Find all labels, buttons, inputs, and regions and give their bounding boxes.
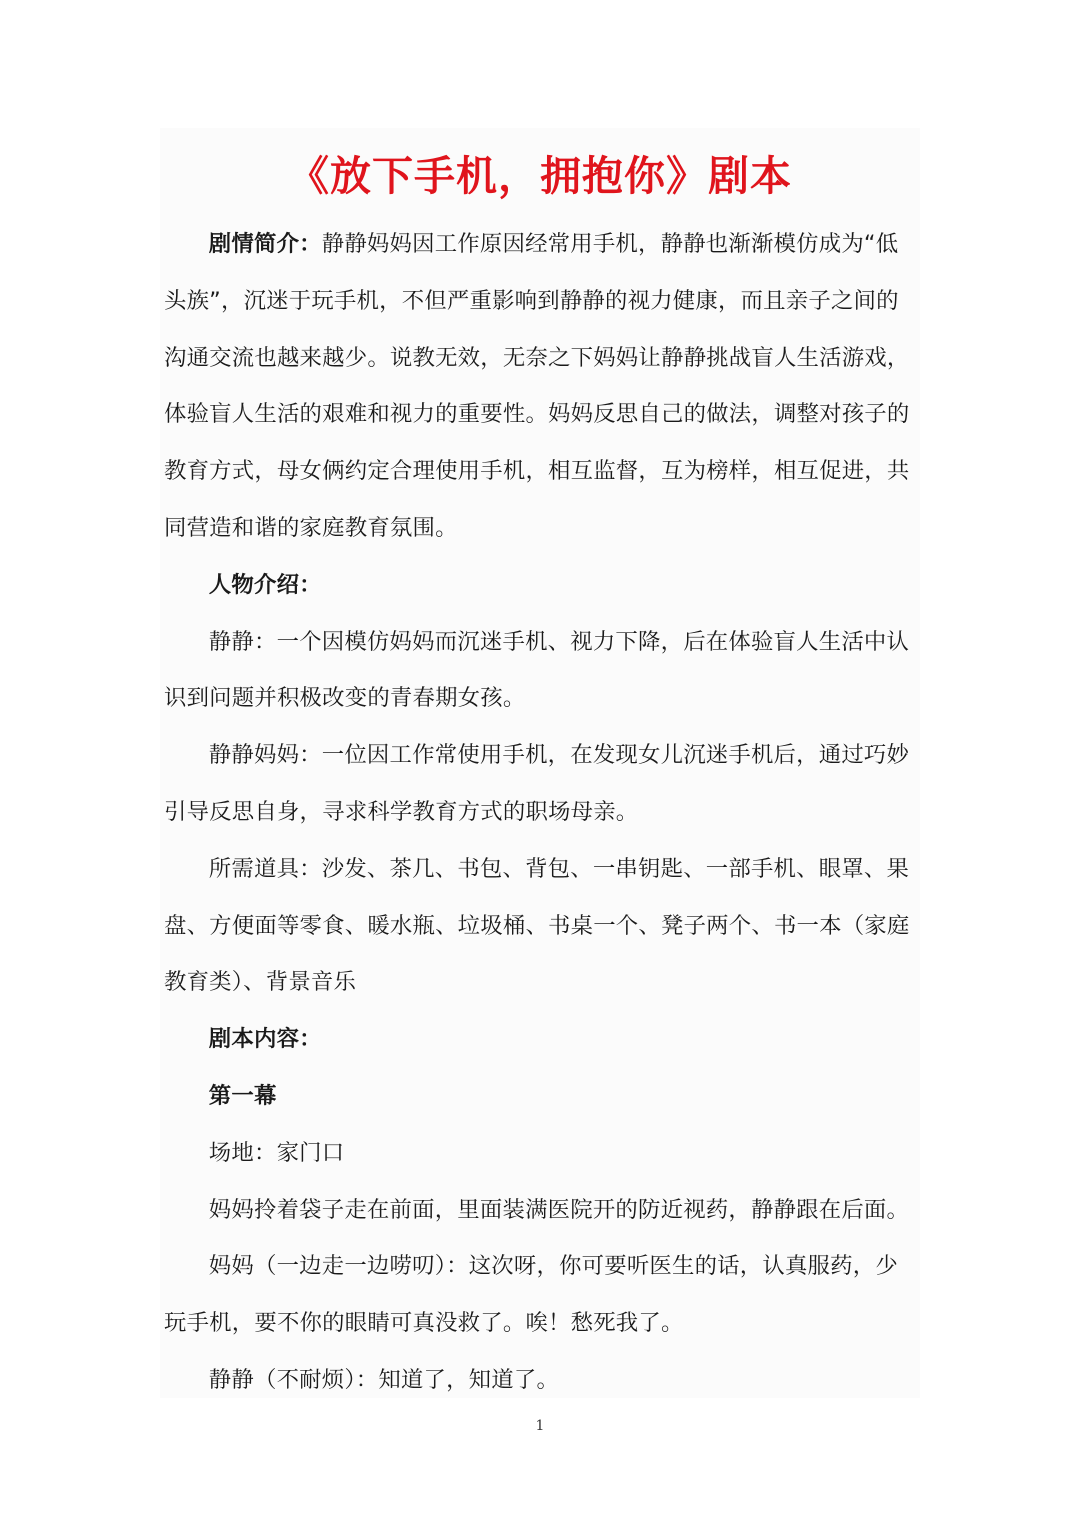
synopsis-text: 静静妈妈因工作原因经常用手机，静静也渐渐模仿成为“低头族”，沉迷于玩手机，不但严重影响到静静的视力健康，而且亲子之间的沟通交流也越来越少。说教无效，无奈之下妈妈让静静挑战盲人生活游戏，体验盲人生活的艰难和视力的重要性。妈妈反思自己的做法，调整对孩子的教育方式，母女俩约定合理使用手机，相互监督，互为榜样，相互促进，共同营造和谐的家庭教育氛围。 [164, 231, 910, 541]
script-line-mother: 妈妈（一边走一边唠叨）：这次呀，你可要听医生的话，认真服药，少玩手机，要不你的眼睛可真没救了。唉！愁死我了。 [164, 1253, 898, 1337]
character-mother: 静静妈妈：一位因工作常使用手机，在发现女儿沉迷手机后，通过巧妙引导反思自身，寻求科学教育方式的职场母亲。 [164, 742, 910, 825]
character-jingjing: 静静：一个因模仿妈妈而沉迷手机、视力下降，后在体验盲人生活中认识到问题并积极改变的青春期女孩。 [164, 628, 910, 712]
synopsis-label: 剧情简介： [208, 231, 322, 257]
document-body [164, 216, 916, 1409]
script-line-location: 场地：家门口 [208, 1139, 345, 1166]
document-title: 《放下手机，拥抱你》剧本 [288, 152, 792, 200]
script-heading: 剧本内容： [208, 1026, 322, 1053]
props-paragraph: 所需道具：沙发、茶几、书包、背包、一串钥匙、一部手机、眼罩、果盘、方便面等零食、暖水瓶、垃圾桶、书桌一个、凳子两个、书一本（家庭教育类）、背景音乐 [164, 855, 910, 996]
script-line-jingjing: 静静（不耐烦）：知道了，知道了。 [208, 1366, 560, 1393]
characters-heading: 人物介绍： [208, 571, 322, 598]
page-number: 1 [535, 1418, 545, 1434]
synopsis-paragraph [164, 216, 916, 557]
script-line-stage-direction: 妈妈拎着袋子走在前面，里面装满医院开的防近视药，静静跟在后面。 [208, 1196, 910, 1223]
act-heading: 第一幕 [208, 1082, 277, 1109]
